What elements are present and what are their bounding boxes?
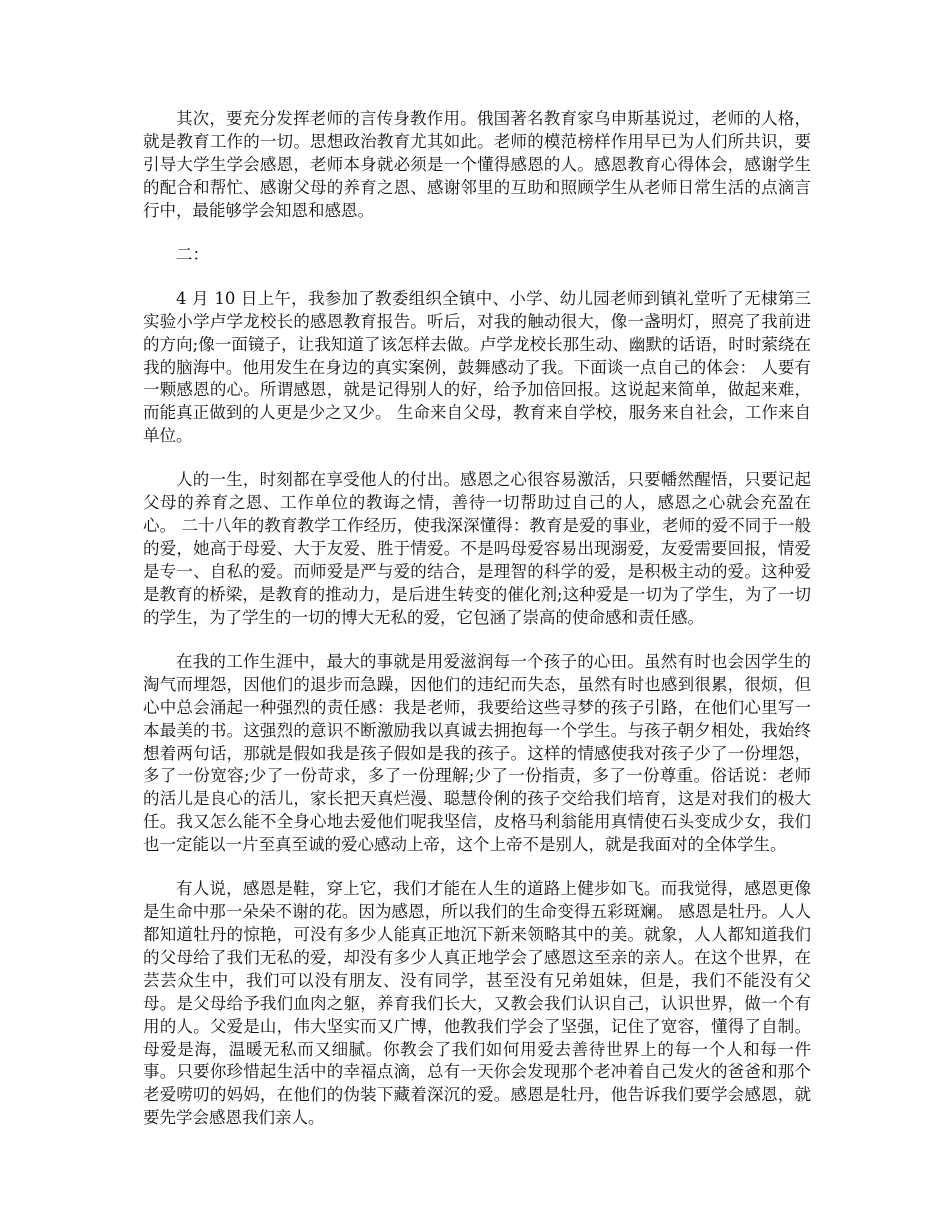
paragraph-career: 在我的工作生涯中，最大的事就是用爱滋润每一个孩子的心田。虽然有时也会因学生的淘气而埋怨，因他们的退步而急躁，因他们的违纪而失态，虽然有时也感到很累，很烦，但心中总会涌起一种强烈的责任感：我是老师，我要给这些寻梦的孩子引路，在他们心里写一本最美的书。这强烈的意识不断激励我以真诚去拥抱每一个学生。与孩子朝夕相处，我始终想着两句话，那就是假如我是孩子假如是我的孩子。这样的情感使我对孩子少了一份埋怨，多了一份宽容;少了一份苛求，多了一份理解;少了一份指责，多了一份尊重。俗话说：老师的活儿是良心的活儿，家长把天真烂漫、聪慧伶俐的孩子交给我们培育，这是对我们的极大任。我又怎么能不全身心地去爱他们呢我坚信，皮格马利翁能用真情使石头变成少女，我们也一定能以一片至真至诚的爱心感动上帝，这个上帝不是别人，就是我面对的全体学生。 bbox=[143, 651, 811, 855]
document-body bbox=[143, 108, 811, 1130]
paragraph-life-gratitude: 人的一生，时刻都在享受他人的付出。感恩之心很容易激活，只要幡然醒悟，只要记起父母的养育之恩、工作单位的教诲之情，善待一切帮助过自己的人，感恩之心就会充盈在心。 二十八年的教育教学工作经历，使我深深懂得：教育是爱的事业，老师的爱不同于一般的爱，她高于母爱、大于友爱、胜于情爱。不是吗母爱容易出现溺爱，友爱需要回报，情爱是专一、自私的爱。而师爱是严与爱的结合，是理智的科学的爱，是积极主动的爱。这种爱是教育的桥梁，是教育的推动力，是后进生转变的催化剂;这种爱是一切为了学生，为了一切的学生，为了学生的一切的博大无私的爱，它包涵了崇高的使命感和责任感。 bbox=[143, 470, 811, 627]
paragraph-report: 4 月 10 日上午，我参加了教委组织全镇中、小学、幼儿园老师到镇礼堂听了无棣第三实验小学卢学龙校长的感恩教育报告。听后，对我的触动很大，像一盏明灯，照亮了我前进的方向;像一面镜子，让我知道了该怎样去做。卢学龙校长那生动、幽默的话语，时时萦绕在我的脑海中。他用发生在身边的真实案例，鼓舞感动了我。下面谈一点自己的体会： 人要有一颗感恩的心。所谓感恩，就是记得别人的好，给予加倍回报。这说起来简单，做起来难，而能真正做到的人更是少之又少。 生命来自父母，教育来自学校，服务来自社会，工作来自单位。 bbox=[143, 288, 811, 446]
section-heading-two: 二： bbox=[176, 244, 209, 264]
paragraph-peony: 有人说，感恩是鞋，穿上它，我们才能在人生的道路上健步如飞。而我觉得，感恩更像是生命中那一朵朵不谢的花。因为感恩，所以我们的生命变得五彩斑斓。 感恩是牡丹。人人都知道牡丹的惊艳，可没有多少人能真正地沉下新来领略其中的美。就象，人人都知道我们的父母给了我们无私的爱，却没有多少人真正地学会了感恩这至亲的亲人。在这个世界，在芸芸众生中，我们可以没有朋友、没有同学，甚至没有兄弟姐妹，但是，我们不能没有父母。是父母给予我们血肉之躯，养育我们长大，又教会我们认识自己，认识世界，做一个有用的人。父爱是山，伟大坚实而又广博，他教我们学会了坚强，记住了宽容，懂得了自制。母爱是海，温暖无私而又细腻。你教会了我们如何用爱去善待世界上的每一个人和每一件事。只要你珍惜起生活中的幸福点滴，总有一天你会发现那个老冲着自己发火的爸爸和那个老爱唠叨的妈妈，在他们的伪装下藏着深沉的爱。感恩是牡丹，他告诉我们要学会感恩，就要先学会感恩我们亲人。 bbox=[143, 879, 811, 1128]
paragraph-teacher-role: 其次，要充分发挥老师的言传身教作用。俄国著名教育家乌申斯基说过，老师的人格，就是教育工作的一切。思想政治教育尤其如此。老师的模范榜样作用早已为人们所共识，要引导大学生学会感恩，老师本身就必须是一个懂得感恩的人。感恩教育心得体会，感谢学生的配合和帮忙、感谢父母的养育之恩、感谢邻里的互助和照顾学生从老师日常生活的点滴言行中，最能够学会知恩和感恩。 bbox=[143, 109, 811, 220]
